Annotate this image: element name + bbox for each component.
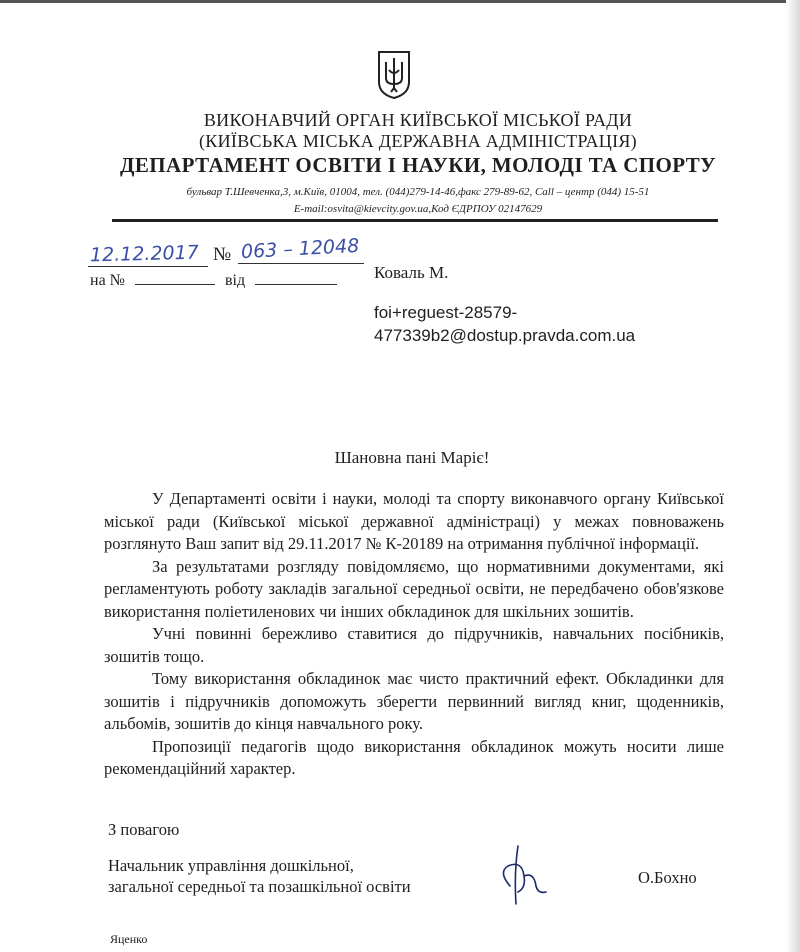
- registration-number: 063 – 12048: [240, 234, 360, 264]
- registration-number-label: №: [213, 244, 232, 265]
- handwritten-signature-icon: [488, 842, 558, 912]
- paragraph: Учні повинні бережливо ставитися до підручників, навчальних посібників, зошитів тощо.: [104, 624, 724, 666]
- signer-name: О.Бохно: [638, 868, 697, 887]
- scan-top-border: [0, 0, 800, 3]
- paragraph: Пропозиції педагогів щодо використання обкладинок можуть носити лише рекомендаційний характер.: [104, 736, 724, 778]
- recipient-name: Коваль М.: [374, 263, 449, 282]
- header-rule: [112, 219, 718, 222]
- org-name-line2: (КИЇВСЬКА МІСЬКА ДЕРЖАВНА АДМІНІСТРАЦІЯ): [199, 131, 637, 151]
- letter-body: [104, 488, 724, 781]
- address-line2: E-mail:osvita@kievcity.gov.ua,Код ЄДРПОУ 02147629: [293, 203, 543, 215]
- address-line1: бульвар Т.Шевченка,3, м.Київ, 01004, тел. (044)279-14-46,факс 279-89-62, Call – центр (044) 15-51: [186, 186, 650, 198]
- paragraph: За результатами розгляду повідомляємо, що нормативними документами, які регламентують роботу закладів загальної середньої освіти, не передбачено обов'язкове використання поліетиленових чи інших обкладинок для шкільних зошитів.: [104, 556, 724, 621]
- reference-prefix: на №: [90, 272, 125, 289]
- closing-regards: З повагою: [108, 820, 180, 839]
- signer-title-line1: Начальник управління дошкільної,: [108, 856, 354, 875]
- date-underline: [88, 266, 208, 267]
- reference-from-label: від: [224, 272, 246, 289]
- paragraph: Тому використання обкладинок має чисто практичний ефект. Обкладинки для зошитів і підручників допоможуть зберегти первинний вигляд книг, щоденників, альбомів, зошитів до кінця навчального року.: [104, 669, 724, 733]
- signer-title-line2: загальної середньої та позашкільної освіти: [108, 877, 411, 896]
- number-underline: [238, 263, 364, 264]
- paragraph: У Департаменті освіти і науки, молоді та спорту виконавчого органу Київської міської ради (Київської міської державної адміністраці) у межах повноважень розглянуто Ваш запит від 29.11.2017 № К-20189 на отримання публічної інформації.: [104, 489, 724, 553]
- reference-number-blank: [135, 272, 215, 285]
- trident-emblem-icon: [377, 50, 411, 100]
- reference-date-blank: [255, 272, 337, 285]
- recipient-email-line1: foi+reguest-28579-: [374, 303, 518, 322]
- reference-line: [90, 272, 337, 290]
- org-name-line1: ВИКОНАВЧИЙ ОРГАН КИЇВСЬКОЇ МІСЬКОЇ РАДИ: [203, 110, 633, 130]
- recipient-email-line2: 477339b2@dostup.pravda.com.ua: [374, 326, 636, 345]
- salutation: Шановна пані Маріє!: [334, 448, 490, 467]
- registration-date: 12.12.2017: [89, 241, 200, 267]
- department-name: ДЕПАРТАМЕНТ ОСВІТИ І НАУКИ, МОЛОДІ ТА СПОРТУ: [120, 153, 716, 177]
- executor-name: Яценко: [110, 932, 148, 946]
